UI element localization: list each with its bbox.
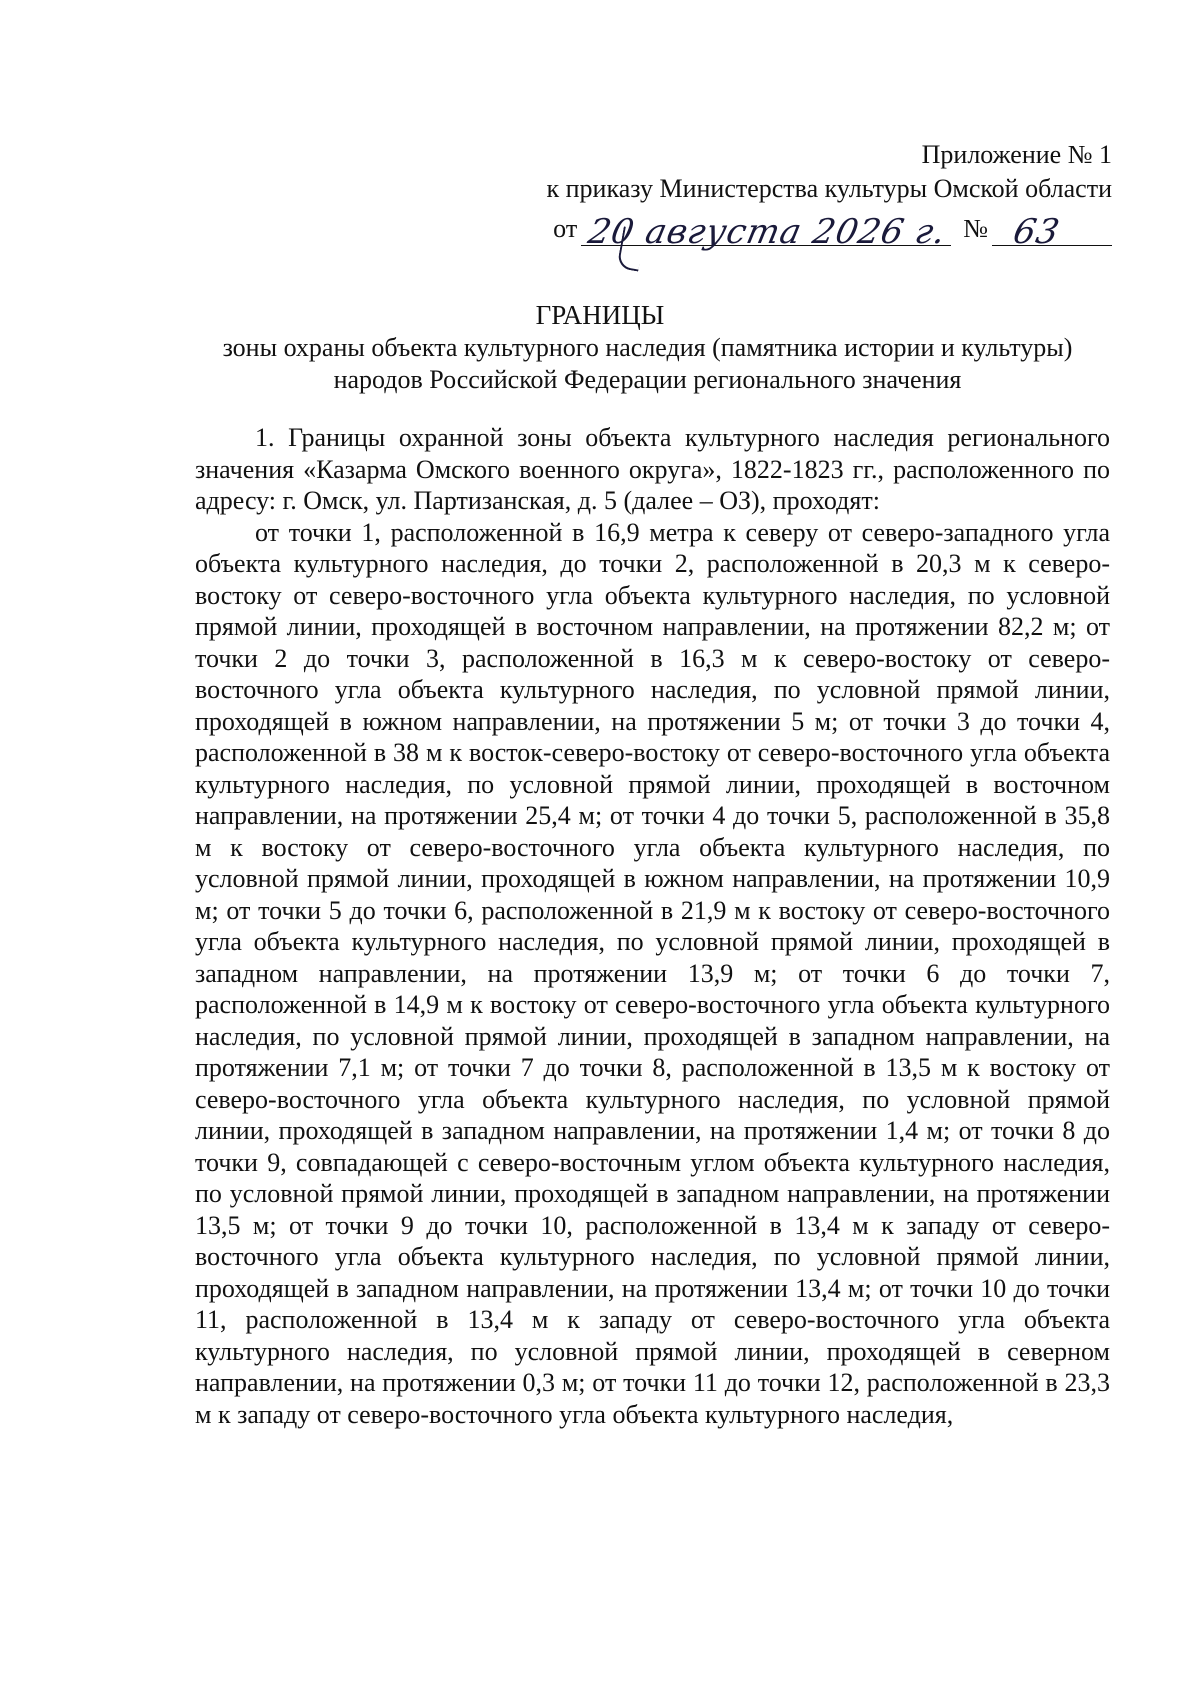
document-body <box>195 422 1110 1430</box>
number-label: № <box>963 214 988 243</box>
order-reference: к приказу Министерства культуры Омской области <box>546 174 1112 203</box>
order-date-number-line <box>392 206 1112 252</box>
document-title: ГРАНИЦЫ <box>535 300 665 330</box>
handwritten-number: 63 <box>1009 212 1064 252</box>
number-blank <box>992 212 1112 252</box>
handwritten-date: 20 августа 2026 г. <box>584 212 951 252</box>
appendix-label: Приложение № 1 <box>921 140 1112 169</box>
document-subtitle: зоны охраны объекта культурного наследия (памятника истории и культуры) народов Российской Федерации регионального значения <box>222 333 1073 394</box>
paragraph-1: 1. Границы охранной зоны объекта культурного наследия регионального значения «Казарма Омского военного округа», 1822-1823 гг., расположенного по адресу: г. Омск, ул. Партизанская, д. 5 (далее – ОЗ), проходят: <box>195 423 1110 515</box>
appendix-header <box>392 138 1112 252</box>
paragraph-2: от точки 1, расположенной в 16,9 метра к северу от северо-западного угла объекта культурного наследия, до точки 2, расположенной в 20,3 м к северо-востоку от северо-восточного угла объекта культурного наследия, по условной прямой линии, проходящей в восточном направлении, на протяжении 82,2 м; от точки 2 до точки 3, расположенной в 16,3 м к северо-востоку от северо-восточного угла объекта культурного наследия, по условной прямой линии, проходящей в южном направлении, на протяжении 5 м; от точки 3 до точки 4, расположенной в 38 м к восток-северо-востоку от северо-восточного угла объекта культурного наследия, по условной прямой линии, проходящей в восточном направлении, на протяжении 25,4 м; от точки 4 до точки 5, расположенной в 35,8 м к востоку от северо-восточного угла объекта культурного наследия, по условной прямой линии, проходящей в южном направлении, на протяжении 10,9 м; от точки 5 до точки 6, расположенной в 21,9 м к востоку от северо-восточного угла объекта культурного наследия, по условной прямой линии, проходящей в западном направлении, на протяжении 13,9 м; от точки 6 до точки 7, расположенной в 14,9 м к востоку от северо-восточного угла объекта культурного наследия, по условной прямой линии, проходящей в западном направлении, на протяжении 7,1 м; от точки 7 до точки 8, расположенной в 13,5 м к востоку от северо-восточного угла объекта культурного наследия, по условной прямой линии, проходящей в западном направлении, на протяжении 1,4 м; от точки 8 до точки 9, совпадающей с северо-восточным углом объекта культурного наследия, по условной прямой линии, проходящей в западном направлении, на протяжении 13,5 м; от точки 9 до точки 10, расположенной в 13,4 м к западу от северо-восточного угла объекта культурного наследия, по условной прямой линии, проходящей в западном направлении, на протяжении 13,4 м; от точки 10 до точки 11, расположенной в 13,4 м к западу от северо-восточного угла объекта культурного наследия, по условной прямой линии, проходящей в северном направлении, на протяжении 0,3 м; от точки 11 до точки 12, расположенной в 23,3 м к западу от северо-восточного угла объекта культурного наследия, <box>195 517 1110 1429</box>
date-prefix: от <box>553 214 578 243</box>
